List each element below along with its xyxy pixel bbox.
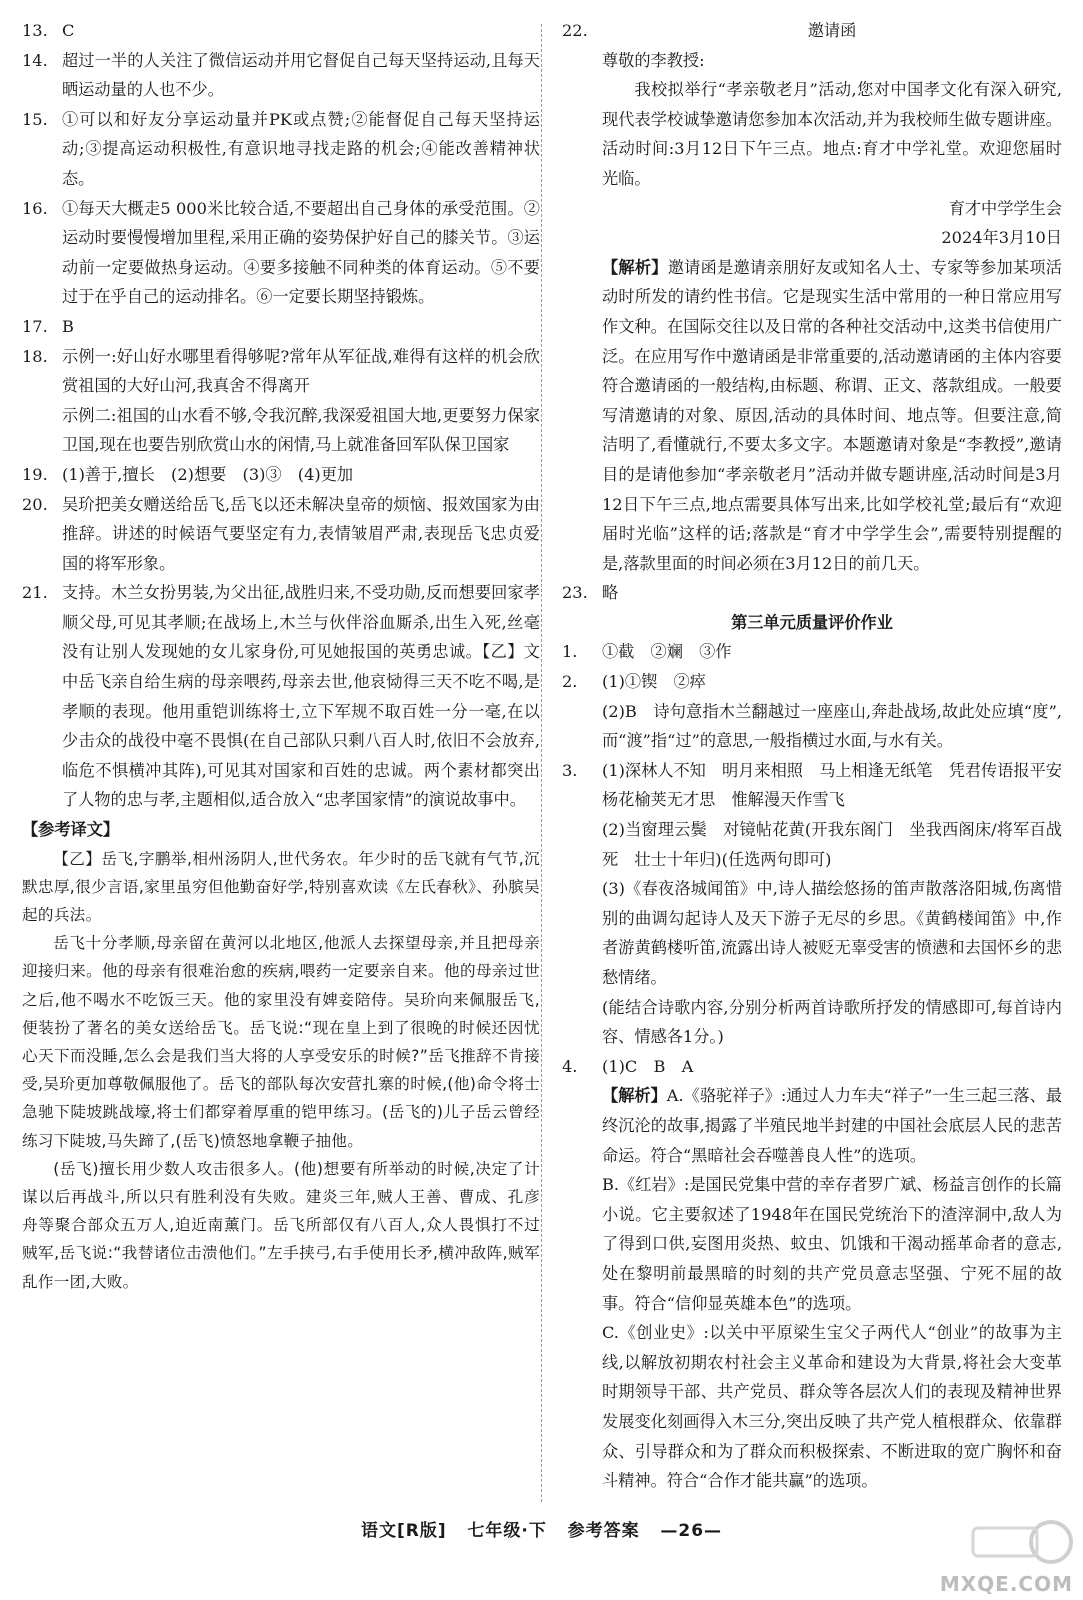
invitation-body: 我校拟举行“孝亲敬老月”活动,您对中国孝文化有深入研究,现代表学校诚挚邀请您参加本次活动,并为我校师生做专题讲座。活动时间:3月12日下午三点。地点:育才中学礼堂。欢迎您届时光临。 — [602, 80, 1062, 188]
answer-13: 13. C — [22, 21, 75, 40]
translation-paragraph-1: 【乙】岳飞,字鹏举,相州汤阴人,世代务农。年少时的岳飞就有气节,沉默忠厚,很少言语,家里虽穷但他勤奋好学,特别喜欢读《左氏春秋》、孙膑吴起的兵法。 — [22, 849, 540, 925]
unit3-answer-2-part-2: (2)B 诗句意指木兰翻越过一座座山,奔赴战场,故此处应填“度”,而“渡”指“过”的意思,一般指横过水面,与水有关。 — [602, 701, 1062, 751]
answer-19: 19. (1)善于,擅长 (2)想要 (3)③ (4)更加 — [22, 464, 354, 484]
page-footer — [0, 1516, 1083, 1541]
invitation-date: 2024年3月10日 — [941, 228, 1062, 248]
answer-22-title-row: 22. 邀请函 — [562, 16, 1062, 46]
invitation-title: 邀请函 — [807, 21, 857, 40]
analysis-22: 【解析】邀请函是邀请亲朋好友或知名人士、专家等参加某项活动时所发的请约性书信。它是现实生活中常用的一种日常应用写作文种。在国际交往以及日常的各种社交活动中,这类书信使用广泛。在应用写作中邀请函是非常重要的,活动邀请函的主体内容要符合邀请函的一般结构,由标题、称谓、正文、落款组成。一般要写清邀请的对象、原因,活动的具体时间、地点等。但要注意,简洁明了,看懂就行,不要太多文字。本题邀请对象是“李教授”,邀请目的是请他参加“孝亲敬老月”活动并做专题讲座,活动时间是3月12日下午三点,地点需要具体写出来,比如学校礼堂;最后有“欢迎届时光临”这样的话;落款是“育才中学学生会”,需要特别提醒的是,落款里面的时间必须在3月12日的前几天。 — [602, 257, 1062, 573]
footer-grade: 七年级·下 — [467, 1521, 547, 1541]
unit3-answer-3-part-2: (2)当窗理云鬓 对镜帖花黄(开我东阁门 坐我西阁床/将军百战死 壮士十年归)(任选两句即可) — [602, 820, 1062, 869]
answer-20: 20. 吴玠把美女赠送给岳飞,岳飞以还未解决皇帝的烦恼、报效国家为由推辞。讲述的时候语气要坚定有力,表情皱眉严肃,表现岳飞忠贞爱国的将军形象。 — [22, 494, 540, 573]
answer-14: 14. 超过一半的人关注了微信运动并用它督促自己每天坚持运动,且每天晒运动量的人也不少。 — [22, 50, 540, 100]
page-number: —26— — [660, 1521, 723, 1541]
translation-paragraph-2: 岳飞十分孝顺,母亲留在黄河以北地区,他派人去探望母亲,并且把母亲迎接归来。他的母亲有很难治愈的疾病,喂药一定要亲自来。他的母亲过世之后,他不喝水不吃饭三天。他的家里没有婢妾陪侍。吴玠向来佩服岳飞,便装扮了著名的美女送给岳飞。岳飞说:“现在皇上到了很晚的时候还因忧心天下而没睡,怎么会是我们当大将的人享受安乐的时候?”岳飞推辞不肯接受,吴玠更加尊敬佩服他了。岳飞的部队每次安营扎寨的时候,(他)命令将士急驰下陡坡跳战壕,将士们都穿着厚重的铠甲练习。(岳飞的)儿子岳云曾经练习下陡坡,马失蹄了,(岳飞)愤怒地拿鞭子抽他。 — [22, 934, 540, 1150]
unit3-analysis-4b: B.《红岩》:是国民党集中营的幸存者罗广斌、杨益言创作的长篇小说。它主要叙述了1948年在国民党统治下的渣滓洞中,敌人为了得到口供,妄图用炎热、蚊虫、饥饿和干渴动摇革命者的意志,处在黎明前最黑暗的时刻的共产党员意志坚强、宁死不屈的故事。符合“信仰显英雄本色”的选项。 — [602, 1175, 1062, 1313]
unit3-answer-3: 3. (1)深林人不知 明月来相照 马上相逢无纸笔 凭君传语报平安 杨花榆荚无才思 惟解漫天作雪飞 — [562, 760, 1079, 810]
answer-16: 16. ①每天大概走5 000米比较合适,不要超出自己身体的承受范围。②运动时要慢慢增加里程,采用正确的姿势保护好自己的膝关节。③运动前一定要做热身运动。④要多接触不同种类的体育运动。⑤不要过于在乎自己的运动排名。⑥一定要长期坚持锻炼。 — [22, 198, 540, 307]
unit3-answer-4: 4. (1)C B A — [562, 1056, 694, 1076]
translation-paragraph-3: (岳飞)擅长用少数人攻击很多人。(他)想要有所举动的时候,决定了计谋以后再战斗,所以只有胜利没有失败。建炎三年,贼人王善、曹成、孔彦舟等聚合部众五万人,迫近南薰门。岳飞所部仅有八百人,众人畏惧打不过贼军,岳飞说:“我替诸位击溃他们。”左手挟弓,右手使用长矛,横冲敌阵,贼军乱作一团,大败。 — [22, 1159, 540, 1291]
unit3-section-title: 第三单元质量评价作业 — [731, 612, 893, 632]
left-column — [22, 16, 540, 1296]
invitation-salutation: 尊敬的李教授: — [602, 50, 705, 70]
footer-label: 参考答案 — [567, 1521, 640, 1541]
footer-subject: 语文[R版] — [360, 1521, 447, 1541]
answer-18: 18. 示例一:好山好水哪里看得够呢?常年从军征战,难得有这样的机会欣赏祖国的大好山河,我真舍不得离开 — [22, 346, 540, 396]
unit3-answer-3-note: (能结合诗歌内容,分别分析两首诗歌所抒发的情感即可,每首诗内容、情感各1分。) — [602, 997, 1062, 1047]
answer-18-example-2: 示例二:祖国的山水看不够,令我沉醉,我深爱祖国大地,更要努力保家卫国,现在也要告别欣赏山水的闲情,马上就准备回军队保卫国家 — [62, 405, 540, 455]
unit3-answer-2: 2. (1)①锲 ②瘁 — [562, 672, 706, 692]
reference-translation-heading: 【参考译文】 — [22, 820, 120, 840]
answer-15: 15. ①可以和好友分享运动量并PK或点赞;②能督促自己每天坚持运动;③提高运动积极性,有意识地寻找走路的机会;④能改善精神状态。 — [22, 109, 540, 188]
unit3-analysis-4c: C.《创业史》:以关中平原梁生宝父子两代人“创业”的故事为主线,以解放初期农村社会主义革命和建设为大背景,将社会大变革时期领导干部、共产党员、群众等各层次人们的表现及精神世界发展变化刻画得入木三分,突出反映了共产党人植根群众、依靠群众、引导群众和为了群众而积极探索、不断进取的宽广胸怀和奋斗精神。符合“合作才能共赢”的选项。 — [602, 1323, 1062, 1491]
unit3-answer-3-part-3: (3)《春夜洛城闻笛》中,诗人描绘悠扬的笛声散落洛阳城,伤离惜别的曲调勾起诗人及天下游子无尽的乡思。《黄鹤楼闻笛》中,作者游黄鹤楼听笛,流露出诗人被贬无辜受害的愤懑和去国怀乡的悲愁情绪。 — [602, 879, 1062, 987]
watermark-url: MXQE.COM — [939, 1572, 1073, 1596]
answer-23: 23. 略 — [562, 583, 619, 603]
unit3-answer-1: 1. ①截 ②斓 ③作 — [562, 642, 732, 662]
answer-21: 21. 支持。木兰女扮男装,为父出征,战胜归来,不受功勋,反而想要回家孝顺父母,可见其孝顺;在战场上,木兰与伙伴浴血厮杀,出生入死,丝毫没有让别人发现她的女儿家身份,可见她报国的英勇忠诚。【乙】文中岳飞亲自给生病的母亲喂药,母亲去世,他哀恸得三天不吃不喝,是孝顺的表现。他用重铠训练将士,立下军规不取百姓一分一毫,在以少击众的战役中毫不畏惧(在自己部队只剩八百人时,依旧不会放弃,临危不惧横冲其阵),可见其对国家和百姓的忠诚。两个素材都突出了人物的忠与孝,主题相似,适合放入“忠孝国家情”的演说故事中。 — [22, 583, 540, 810]
unit3-analysis-4a: 【解析】A.《骆驼祥子》:通过人力车夫“祥子”一生三起三落、最终沉沦的故事,揭露了半殖民地半封建的中国社会底层人民的悲苦命运。符合“黑暗社会吞噬善良人性”的选项。 — [602, 1086, 1063, 1165]
right-column — [562, 16, 1079, 1496]
invitation-signer: 育才中学学生会 — [948, 198, 1062, 218]
answer-17: 17. B — [22, 316, 74, 336]
column-divider — [541, 24, 542, 1502]
